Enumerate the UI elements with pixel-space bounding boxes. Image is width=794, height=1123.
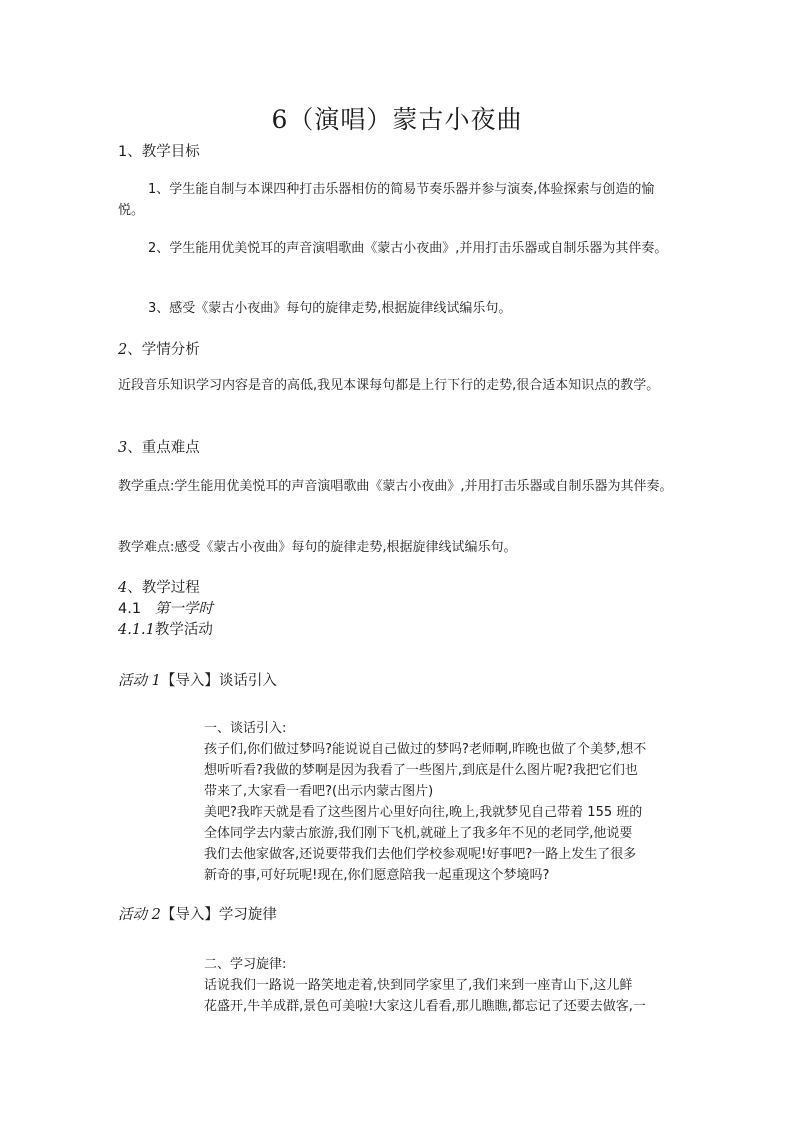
paragraph-line: 美吧?我昨天就是看了这些图片心里好向往,晚上,我就梦见自己带着 155 班的 (204, 805, 643, 820)
heading-text: 、教学过程 (127, 580, 200, 596)
heading-teaching-goals: 1、教学目标 (118, 144, 200, 160)
subheading-text: 第一学时 (154, 601, 213, 617)
heading-key-points (118, 436, 678, 457)
paragraph-line: 我们去他家做客,还说要带我们去他们学校参观呢!好事吧?一路上发生了很多 (204, 847, 637, 862)
paragraph-line: 全体同学去内蒙古旅游,我们刚下飞机,就碰上了我多年不见的老同学,他说要 (204, 826, 633, 841)
paragraph-line: 孩子们,你们做过梦吗?能说说自己做过的梦吗?老师啊,昨晚也做了个美梦,想不 (204, 742, 647, 757)
paragraph-line: 花盛开,牛羊成群,景色可美啦!大家这儿看看,那儿瞧瞧,都忘记了还要去做客,一 (204, 999, 646, 1014)
paragraph-line: 新奇的事,可好玩呢!现在,你们愿意陪我一起重现这个梦境吗? (204, 868, 550, 883)
goal-1: 1、学生能自制与本课四种打击乐器相仿的简易节奏乐器并参与演奏,体验探索与创造的愉悦。 (118, 182, 655, 218)
activity-1-heading (118, 669, 678, 690)
goal-2: 2、学生能用优美悦耳的声音演唱歌曲《蒙古小夜曲》,并用打击乐器或自制乐器为其伴奏。 (148, 241, 668, 256)
paragraph-line: 二、学习旋律: (204, 957, 287, 972)
goal-3: 3、感受《蒙古小夜曲》每句的旋律走势,根据旋律线试编乐句。 (148, 301, 512, 316)
subheading-text: 教学活动 (154, 622, 213, 638)
heading-text: 、重点难点 (127, 440, 200, 456)
difficulty-text: 教学难点:感受《蒙古小夜曲》每句的旋律走势,根据旋律线试编乐句。 (118, 540, 517, 555)
heading-number: 2 (118, 342, 128, 358)
heading-teaching-process (118, 576, 678, 597)
activity-tag: 【导入】学习旋律 (160, 907, 277, 923)
activity-2-heading (118, 903, 678, 924)
heading-number: 3 (118, 440, 128, 456)
subheading-number: 4.1 (118, 601, 142, 617)
subheading-first-lesson (118, 597, 678, 618)
activity-tag: 【导入】谈话引入 (160, 673, 277, 689)
doc-title: 6（演唱）蒙古小夜曲 (271, 105, 523, 134)
activity-2-body (204, 954, 676, 1017)
activity-label: 活动 2 (118, 907, 161, 923)
key-point-text: 教学重点:学生能用优美悦耳的声音演唱歌曲《蒙古小夜曲》,并用打击乐器或自制乐器为其伴奏。 (118, 479, 673, 494)
paragraph-line: 话说我们一路说一路笑地走着,快到同学家里了,我们来到一座青山下,这儿鲜 (204, 978, 633, 993)
heading-student-analysis (118, 338, 678, 359)
paragraph-line: 带来了,大家看一看吧?(出示内蒙古图片) (204, 784, 434, 799)
paragraph-line: 一、谈话引入: (204, 721, 287, 736)
paragraph-line: 想听听看?我做的梦啊是因为我看了一些图片,到底是什么图片呢?我把它们也 (204, 763, 638, 778)
activity-label: 活动 1 (118, 673, 161, 689)
activity-1-body (204, 718, 676, 886)
heading-number: 4 (118, 580, 128, 596)
student-analysis-text: 近段音乐知识学习内容是音的高低,我见本课每句都是上行下行的走势,很合适本知识点的教学。 (118, 378, 660, 393)
heading-text: 、学情分析 (127, 342, 200, 358)
subheading-teaching-activities (118, 618, 678, 639)
subheading-number: 4.1.1 (118, 622, 155, 638)
